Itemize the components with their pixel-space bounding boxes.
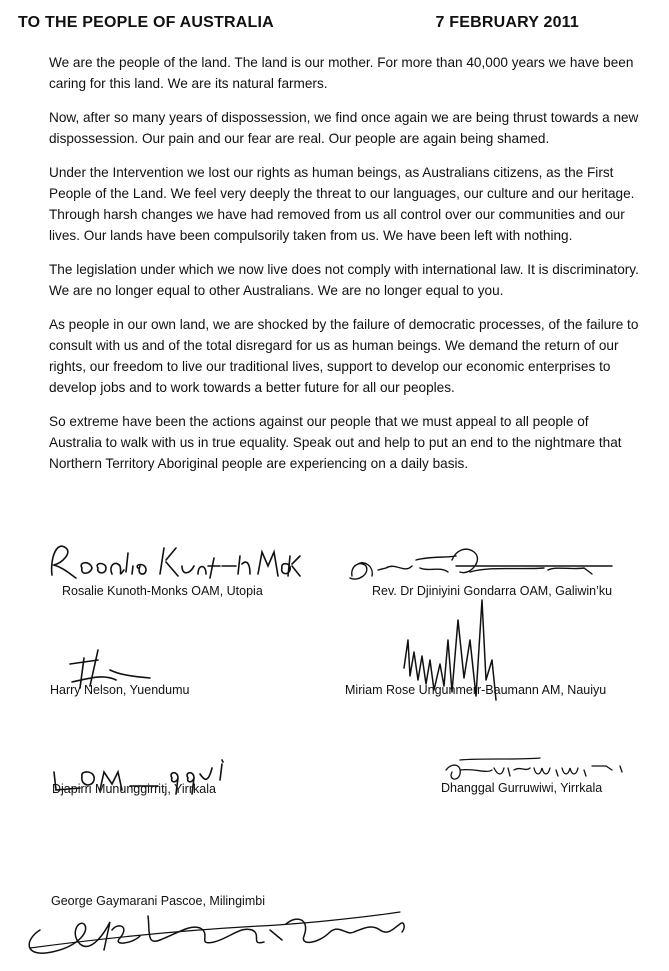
signatory-name: Dhanggal Gurruwiwi, Yirrkala (441, 781, 603, 795)
paragraph-4: The legislation under which we now live does not comply with international law. It is discriminatory. We are no longer equal to other Australians. We are no longer equal to you. (49, 262, 639, 298)
letter-heading: TO THE PEOPLE OF AUSTRALIA (18, 14, 274, 31)
paragraph-6: So extreme have been the actions against our people that we must appeal to all people of Australia to walk with us in true equality. Speak out and help to put an end to the nightmare that Northern Territory Aboriginal people are experiencing on a daily basis. (49, 414, 622, 471)
signatory-name: Rev. Dr Djiniyini Gondarra OAM, Galiwin’ku (372, 584, 613, 598)
letter-date: 7 FEBRUARY 2011 (435, 14, 579, 31)
signatory-name: Rosalie Kunoth-Monks OAM, Utopia (62, 584, 263, 598)
paragraph-2: Now, after so many years of dispossession, we find once again we are being thrust towards a new dispossession. Our pain and our fear are real. Our people are again being shamed. (49, 110, 639, 146)
paragraph-1: We are the people of the land. The land is our mother. For more than 40,000 years we have been caring for this land. We are its natural farmers. (49, 55, 634, 91)
paragraph-3: Under the Intervention we lost our rights as human beings, as Australians citizens, as the First People of the Land. We feel very deeply the threat to our languages, our culture and our heritage. Through harsh changes we have had removed from us all control over our communities and our lives. Our lands have been compulsorily taken from us. We have been left with nothing. (49, 165, 635, 243)
signatory-name: Djapirri Mununggirritj, Yirrkala (52, 782, 216, 796)
paragraph-5: As people in our own land, we are shocked by the failure of democratic processes, of the failure to consult with us and of the total disregard for us as human beings. We demand the return of our rights, our freedom to live our traditional lives, support to develop our economic enterprises to develop jobs and to work towards a better future for all our peoples. (49, 317, 639, 395)
signatory-name: George Gaymarani Pascoe, Milingimbi (51, 894, 265, 908)
signatory-name: Miriam Rose Ungunmerr-Baumann AM, Nauiyu (345, 683, 607, 697)
signatory-name: Harry Nelson, Yuendumu (50, 683, 190, 697)
